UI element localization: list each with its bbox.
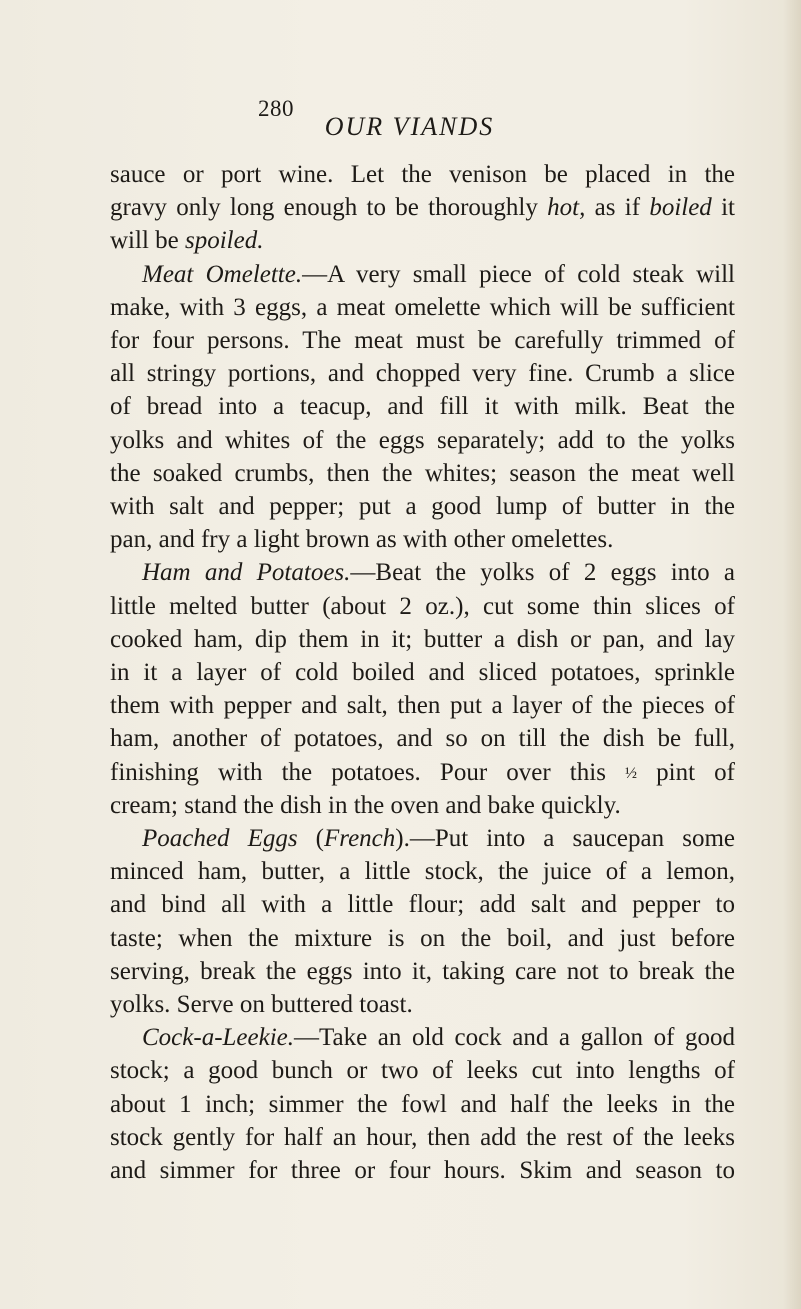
italic-run: Meat Omelette.	[142, 260, 303, 288]
text-run: —Beat the yolks of 2 eggs into a	[350, 559, 735, 587]
text-run: finishing with the potatoes. Pour over this	[110, 758, 626, 786]
text-run: and bind all with a little flour; add salt and pepper to	[110, 891, 735, 919]
text-run: —Take an old cock and a gallon of good	[294, 1024, 735, 1052]
italic-run: French	[324, 825, 396, 852]
text-run: ).—Put into a saucepan some	[395, 825, 735, 852]
text-line	[142, 258, 735, 292]
text-run: pint of	[637, 758, 735, 786]
text-line	[110, 1088, 735, 1122]
text-line	[110, 922, 735, 956]
text-line	[110, 888, 735, 922]
text-run: yolks and whites of the eggs separately; add to the yolks	[110, 426, 735, 454]
text-run: little melted butter (about 2 oz.), cut some thin slices of	[110, 592, 735, 620]
text-run: stock; a good bunch or two of leeks cut into lengths of	[110, 1057, 735, 1085]
text-run: all stringy portions, and chopped very fine. Crumb a slice	[110, 360, 735, 388]
text-run: make, with 3 eggs, a meat omelette which will be sufficient	[110, 293, 735, 321]
text-run: —A very small piece of cold steak will	[302, 260, 735, 288]
text-run: with salt and pepper; put a good lump of butter in the	[110, 493, 735, 520]
text-line	[110, 955, 735, 989]
text-line	[110, 1121, 735, 1155]
italic-run: boiled	[649, 194, 712, 222]
text-line	[110, 656, 735, 690]
text-run: of bread into a teacup, and fill it with milk. Beat the	[110, 393, 735, 421]
text-run: cooked ham, dip them in it; butter a dish or pan, and lay	[110, 625, 735, 653]
text-line	[110, 789, 735, 823]
text-line	[110, 722, 735, 756]
text-line	[110, 1054, 735, 1088]
fraction: ½	[625, 764, 638, 782]
page-number: 280	[258, 96, 294, 121]
text-line	[110, 158, 735, 192]
running-title: OUR VIANDS	[324, 112, 495, 141]
text-line	[110, 424, 735, 458]
italic-run: Poached Eggs	[142, 825, 298, 852]
text-line	[110, 756, 735, 790]
text-line	[110, 490, 735, 524]
text-run: them with pepper and salt, then put a layer of the pieces of	[110, 692, 735, 720]
text-run: serving, break the eggs into it, taking care not to break the	[110, 957, 735, 985]
text-line	[110, 191, 735, 225]
text-line	[142, 822, 735, 856]
text-run: the soaked crumbs, then the whites; season the meat well	[110, 459, 735, 487]
text-line	[110, 623, 735, 657]
text-run: pan, and fry a light brown as with other omelettes.	[110, 526, 614, 554]
italic-run: Ham and Potatoes.	[142, 559, 351, 587]
italic-run: spoiled.	[185, 227, 264, 255]
text-run: sauce or port wine. Let the venison be placed in the	[110, 161, 735, 188]
text-line	[110, 1154, 735, 1188]
text-line	[110, 988, 735, 1022]
text-line	[110, 457, 735, 491]
text-run: stock gently for half an hour, then add the rest of the leeks	[110, 1123, 735, 1151]
text-line	[110, 689, 735, 723]
text-line	[110, 224, 735, 258]
italic-run: Cock-a-Leekie.	[142, 1024, 295, 1052]
text-run: ham, another of potatoes, and so on till the dish be full,	[110, 725, 735, 753]
text-run: (	[297, 825, 325, 852]
italic-run: hot,	[547, 194, 586, 222]
text-line	[110, 523, 735, 557]
text-line	[142, 1021, 735, 1055]
text-line	[110, 291, 735, 325]
text-line	[110, 324, 735, 358]
text-run: in it a layer of cold boiled and sliced potatoes, sprinkle	[110, 659, 735, 686]
text-run: taste; when the mixture is on the boil, and just before	[110, 924, 735, 952]
text-run: about 1 inch; simmer the fowl and half the leeks in the	[110, 1090, 735, 1118]
text-run: gravy only long enough to be thoroughly	[110, 194, 548, 222]
text-line	[142, 556, 735, 590]
text-run: will be	[110, 227, 185, 255]
page-edge-shadow	[783, 0, 801, 1309]
text-run: cream; stand the dish in the oven and bake quickly.	[110, 791, 621, 819]
text-line	[110, 855, 735, 889]
text-line	[110, 357, 735, 391]
text-run: it	[711, 194, 735, 222]
text-run: yolks. Serve on buttered toast.	[110, 991, 413, 1018]
text-line	[110, 390, 735, 424]
text-run: and simmer for three or four hours. Skim and season to	[110, 1157, 735, 1184]
text-line	[110, 590, 735, 624]
text-run: minced ham, butter, a little stock, the juice of a lemon,	[110, 858, 735, 886]
text-run: as if	[585, 194, 650, 222]
text-run: for four persons. The meat must be carefully trimmed of	[110, 327, 735, 354]
